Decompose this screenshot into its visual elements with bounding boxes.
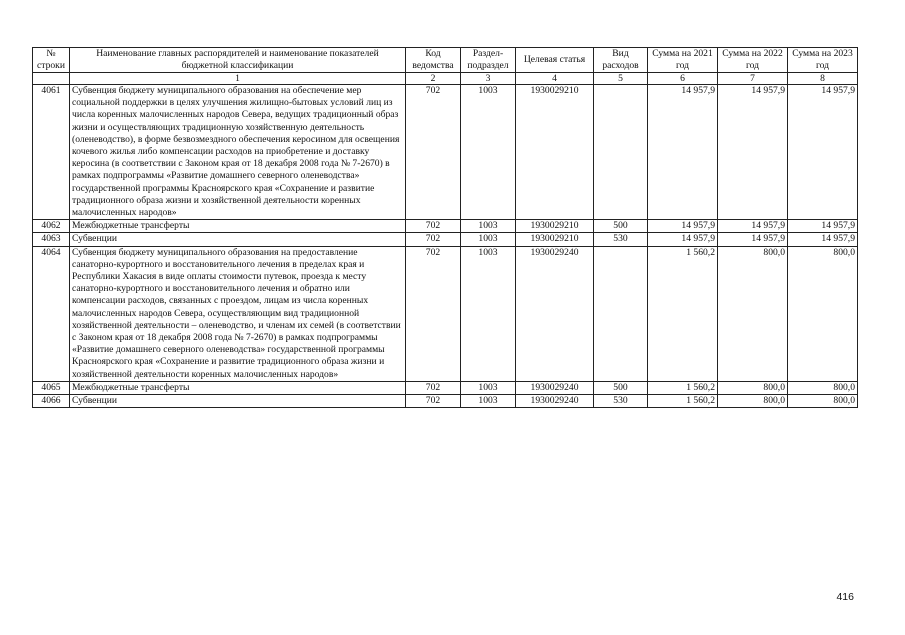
row-expense-type: 500 xyxy=(594,220,648,233)
row-name: Межбюджетные трансферты xyxy=(70,220,406,233)
column-number: 1 xyxy=(70,73,406,85)
row-name: Субвенция бюджету муниципального образования на обеспечение мер социальной поддержки в целях улучшения жилищно-бытовых условий лиц из числа коренных малочисленных народов Севера, ведущих традиционный образ жизни и осуществляющих традиционную хозяйственную деятельность (оленеводство), в форме безвозмездного обеспечения керосином для освещения кочевого жилья либо компенсации расходов на приобретение и доставку керосина (в соответствии с Законом края от 18 декабря 2008 года № 7-2670) в рамках подпрограммы «Развитие домашнего северного оленеводства» государственной программы Красноярского края «Сохранение и развитие традиционного образа жизни и хозяйственной деятельности коренных малочисленных народов» xyxy=(70,85,406,220)
row-number: 4065 xyxy=(33,381,70,394)
row-department-code: 702 xyxy=(406,246,461,381)
row-expense-type xyxy=(594,246,648,381)
row-section: 1003 xyxy=(461,85,516,220)
row-sum-2023: 800,0 xyxy=(788,395,858,408)
row-sum-2021: 1 560,2 xyxy=(648,246,718,381)
row-sum-2021: 1 560,2 xyxy=(648,381,718,394)
row-sum-2023: 14 957,9 xyxy=(788,220,858,233)
row-number: 4062 xyxy=(33,220,70,233)
table-header-row xyxy=(33,48,858,73)
row-sum-2022: 14 957,9 xyxy=(718,233,788,246)
row-department-code: 702 xyxy=(406,220,461,233)
row-target-article: 1930029210 xyxy=(516,85,594,220)
table-row xyxy=(33,220,858,233)
row-expense-type: 530 xyxy=(594,233,648,246)
row-sum-2022: 800,0 xyxy=(718,381,788,394)
header-expense-type: Вид расходов xyxy=(594,48,648,73)
row-name: Субвенция бюджету муниципального образования на предоставление санаторно-курортного и восстановительного лечения в пределах края и Республики Хакасия в виде оплаты стоимости путевок, проезда к месту санаторно-курортного и восстановительного лечения и обратно или компенсации расходов, связанных с проездом, лицам из числа коренных малочисленных народов Севера, осуществляющим вид традиционной хозяйственной деятельности – оленеводство, и членам их семей (в соответствии с Законом края от 18 декабря 2008 года № 7-2670) в рамках подпрограммы «Развитие домашнего северного оленеводства» государственной программы Красноярского края «Сохранение и развитие традиционного образа жизни и хозяйственной деятельности коренных малочисленных народов» xyxy=(70,246,406,381)
row-department-code: 702 xyxy=(406,233,461,246)
row-section: 1003 xyxy=(461,246,516,381)
row-number: 4064 xyxy=(33,246,70,381)
column-number-row xyxy=(33,73,858,85)
table-row xyxy=(33,233,858,246)
row-sum-2021: 1 560,2 xyxy=(648,395,718,408)
table-row xyxy=(33,395,858,408)
header-sum-2021: Сумма на 2021 год xyxy=(648,48,718,73)
header-sum-2022: Сумма на 2022 год xyxy=(718,48,788,73)
column-number: 3 xyxy=(461,73,516,85)
row-sum-2021: 14 957,9 xyxy=(648,85,718,220)
row-target-article: 1930029240 xyxy=(516,395,594,408)
column-number: 6 xyxy=(648,73,718,85)
header-target-article: Целевая статья xyxy=(516,48,594,73)
row-sum-2022: 800,0 xyxy=(718,395,788,408)
header-department-code: Код ведомства xyxy=(406,48,461,73)
column-number-blank xyxy=(33,73,70,85)
row-sum-2021: 14 957,9 xyxy=(648,220,718,233)
header-section: Раздел-подраздел xyxy=(461,48,516,73)
row-number: 4066 xyxy=(33,395,70,408)
row-target-article: 1930029210 xyxy=(516,220,594,233)
row-section: 1003 xyxy=(461,381,516,394)
row-expense-type: 500 xyxy=(594,381,648,394)
row-department-code: 702 xyxy=(406,381,461,394)
row-sum-2022: 800,0 xyxy=(718,246,788,381)
table-row xyxy=(33,85,858,220)
column-number: 2 xyxy=(406,73,461,85)
row-expense-type xyxy=(594,85,648,220)
header-name: Наименование главных распорядителей и наименование показателей бюджетной классификации xyxy=(70,48,406,73)
header-sum-2023: Сумма на 2023 год xyxy=(788,48,858,73)
row-target-article: 1930029240 xyxy=(516,381,594,394)
row-name: Субвенции xyxy=(70,395,406,408)
row-target-article: 1930029210 xyxy=(516,233,594,246)
row-number: 4063 xyxy=(33,233,70,246)
row-sum-2022: 14 957,9 xyxy=(718,220,788,233)
row-department-code: 702 xyxy=(406,395,461,408)
row-target-article: 1930029240 xyxy=(516,246,594,381)
row-sum-2023: 800,0 xyxy=(788,246,858,381)
column-number: 7 xyxy=(718,73,788,85)
row-sum-2023: 800,0 xyxy=(788,381,858,394)
budget-table xyxy=(32,47,858,408)
row-section: 1003 xyxy=(461,233,516,246)
column-number: 4 xyxy=(516,73,594,85)
table-row xyxy=(33,381,858,394)
row-section: 1003 xyxy=(461,220,516,233)
row-sum-2023: 14 957,9 xyxy=(788,85,858,220)
row-name: Межбюджетные трансферты xyxy=(70,381,406,394)
column-number: 8 xyxy=(788,73,858,85)
row-sum-2021: 14 957,9 xyxy=(648,233,718,246)
row-name: Субвенции xyxy=(70,233,406,246)
table-row xyxy=(33,246,858,381)
row-department-code: 702 xyxy=(406,85,461,220)
row-section: 1003 xyxy=(461,395,516,408)
page-number: 416 xyxy=(836,591,854,603)
column-number: 5 xyxy=(594,73,648,85)
row-expense-type: 530 xyxy=(594,395,648,408)
row-sum-2022: 14 957,9 xyxy=(718,85,788,220)
row-number: 4061 xyxy=(33,85,70,220)
row-sum-2023: 14 957,9 xyxy=(788,233,858,246)
header-row-number: № строки xyxy=(33,48,70,73)
